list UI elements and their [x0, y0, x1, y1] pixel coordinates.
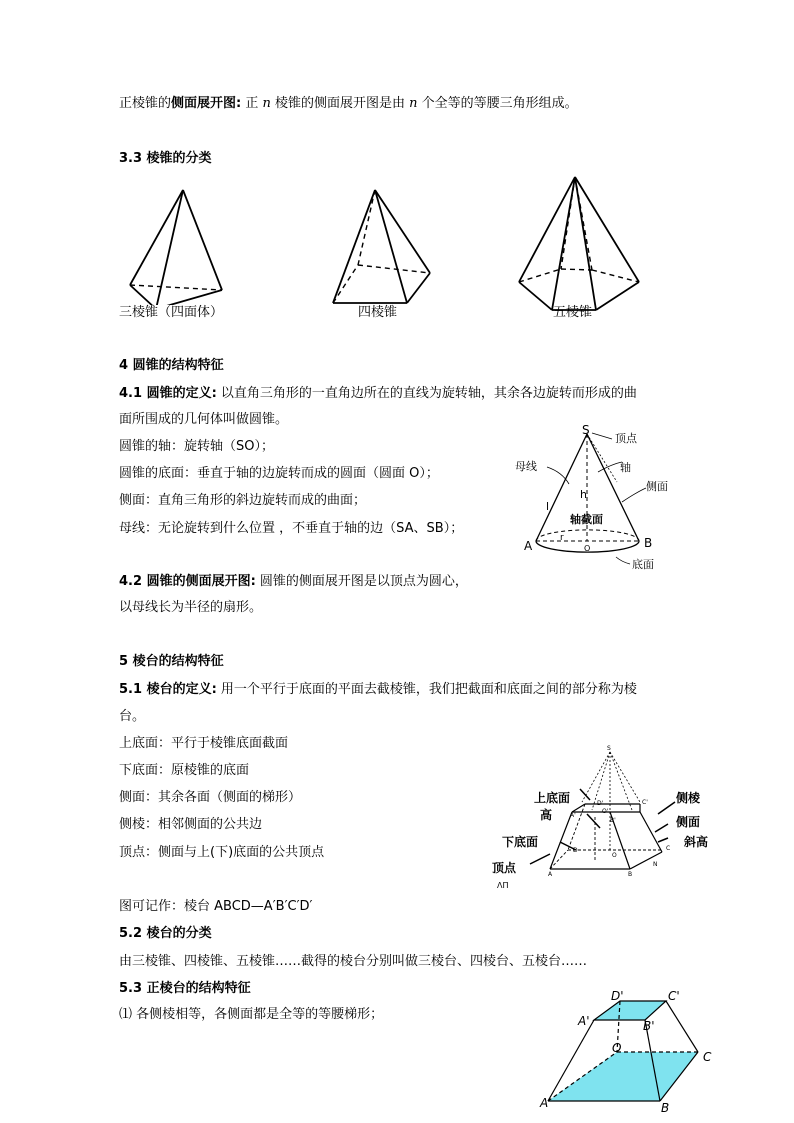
frustum-notation: 图可记作：棱台 ABCD—A′B′C′D′: [119, 899, 313, 914]
frustum-label-c1: C': [642, 799, 648, 806]
frustum-label-c: C: [666, 845, 671, 852]
cone-unfold-text-1: 圆锥的侧面展开图是以顶点为圆心，: [255, 574, 468, 589]
cone-def-term: 圆锥的定义:: [146, 386, 217, 401]
section-5-2-title: 棱台的分类: [146, 926, 212, 941]
cone-label-r: r: [560, 533, 564, 543]
intro-line: [119, 95, 578, 113]
section-5-3-heading: [119, 980, 251, 998]
frustum-definition-line-1: [119, 681, 637, 699]
intro-text-1: 正: [241, 96, 263, 111]
frustum-label-d: D: [573, 847, 578, 854]
frustum-label-o1: O': [602, 808, 609, 815]
frustum-label-b-bottom: B: [661, 1101, 670, 1115]
frustum-label-a-prime: A': [578, 1014, 590, 1028]
regular-frustum-item-1: ⑴ 各侧棱相等，各侧面都是全等的等腰梯形；: [119, 1007, 384, 1022]
cone-unfold-line-1: [119, 573, 468, 591]
cone-label-o: O: [584, 544, 591, 553]
frustum-label-slant-height: 斜高: [684, 835, 709, 849]
cone-definition-line-2: 面所围成的几何体叫做圆锥。: [119, 412, 289, 427]
intro-text-2: 棱锥的侧面展开图是由: [270, 96, 410, 111]
frustum-lateral-edge-item: 侧棱：相邻侧面的公共边: [119, 817, 263, 832]
triangular-pyramid-figure: [126, 185, 226, 315]
frustum-def-num: 5.1: [119, 682, 147, 697]
caption-pentagonal: 五棱锥: [553, 305, 593, 320]
frustum-label-n: N: [653, 861, 658, 868]
pentagonal-pyramid-figure: [516, 174, 644, 319]
intro-term: 侧面展开图:: [171, 96, 242, 111]
cone-label-base: 底面: [632, 558, 654, 571]
cone-definition-line-1: [119, 385, 637, 403]
section-4-heading: 4 圆锥的结构特征: [119, 358, 224, 373]
section-3-3-heading: 3.3 棱锥的分类: [119, 151, 212, 166]
frustum-lower-base-item: 下底面：原棱锥的底面: [119, 763, 250, 778]
frustum-label-d1: D': [597, 800, 604, 807]
frustum-label-b: B: [628, 871, 633, 878]
frustum-lateral-face-item: 侧面：其余各面（侧面的梯形）: [119, 790, 302, 805]
frustum-label-c-prime: C': [668, 989, 680, 1003]
frustum-labeled-figure: [490, 742, 720, 890]
frustum-def-text-1: 用一个平行于底面的平面去截棱锥，我们把截面和底面之间的部分称为棱: [216, 682, 637, 697]
cone-label-generatrix: 母线: [515, 460, 537, 473]
cone-label-h: h: [580, 488, 587, 501]
cone-label-lateral: 侧面: [646, 480, 668, 493]
cone-axis-item: 圆锥的轴：旋转轴（SO）；: [119, 439, 274, 454]
cone-label-a: A: [524, 539, 533, 553]
frustum-label-vertex: 顶点: [492, 861, 517, 875]
section-5-heading: 5 棱台的结构特征: [119, 654, 224, 669]
cone-unfold-term: 圆锥的侧面展开图:: [146, 574, 256, 589]
intro-prefix: 正棱锥的: [119, 96, 172, 111]
frustum-label-a1: A': [570, 812, 576, 819]
frustum-label-height: 高: [540, 808, 553, 822]
frustum-label-lower-base: 下底面: [502, 835, 539, 849]
cone-figure: [512, 422, 697, 572]
frustum-label-upper-base: 上底面: [534, 791, 571, 805]
cone-label-apex: 顶点: [615, 432, 637, 445]
frustum-bottom-face: [548, 1052, 698, 1101]
frustum-label-c-bottom: C: [703, 1050, 712, 1064]
section-5-3-num: 5.3: [119, 981, 147, 996]
cone-def-num: 4.1: [119, 386, 147, 401]
frustum-label-b1: B': [610, 817, 616, 824]
frustum-label-a: A: [548, 871, 553, 878]
quadrangular-pyramid-figure: [330, 185, 435, 315]
cone-base-item: 圆锥的底面：垂直于轴的边旋转而成的圆面（圆面 O）；: [119, 466, 439, 481]
frustum-vertex-item: 顶点：侧面与上(下)底面的公共顶点: [119, 845, 325, 860]
intro-text-3: 个全等的等腰三角形组成。: [417, 96, 578, 111]
caption-triangular: 三棱锥（四面体）: [119, 305, 224, 320]
intro-n-2: n: [409, 96, 418, 111]
frustum-label-cut: ΛΠ: [497, 881, 509, 890]
regular-frustum-figure: [538, 988, 728, 1118]
cone-unfold-num: 4.2: [119, 574, 147, 589]
cone-label-b: B: [644, 536, 653, 550]
frustum-label-d-prime: D': [611, 989, 624, 1003]
frustum-label-o: O: [612, 852, 617, 859]
cone-lateral-item: 侧面：直角三角形的斜边旋转而成的曲面；: [119, 493, 367, 508]
section-5-3-title: 正棱台的结构特征: [146, 981, 251, 996]
caption-quadrangular: 四棱锥: [358, 305, 398, 320]
frustum-upper-base-item: 上底面：平行于棱锥底面截面: [119, 736, 289, 751]
cone-def-text-1: 以直角三角形的一直角边所在的直线为旋转轴，其余各边旋转而形成的曲: [216, 386, 637, 401]
frustum-label-b-prime: B': [643, 1019, 655, 1033]
frustum-label-lateral-edge: 侧棱: [676, 791, 701, 805]
intro-n-1: n: [262, 96, 271, 111]
cone-unfold-line-2: 以母线长为半径的扇形。: [119, 600, 263, 615]
frustum-label-o-center: O: [612, 1041, 622, 1055]
cone-label-axial-section: 轴截面: [570, 513, 603, 526]
cone-label-s: S: [582, 423, 590, 437]
section-5-2-heading: [119, 925, 212, 943]
frustum-label-a-bottom: A: [540, 1096, 549, 1110]
frustum-label-lateral-face: 侧面: [676, 815, 701, 829]
frustum-def-term: 棱台的定义:: [146, 682, 217, 697]
cone-label-l: l: [546, 500, 550, 513]
frustum-classification-text: 由三棱锥、四棱锥、五棱锥……截得的棱台分别叫做三棱台、四棱台、五棱台……: [119, 954, 588, 969]
frustum-label-s: S: [607, 745, 611, 752]
section-5-2-num: 5.2: [119, 926, 147, 941]
cone-label-axis: 轴: [620, 461, 631, 474]
cone-generatrix-item: 母线：无论旋转到什么位置 ，不垂直于轴的边（SA、SB）；: [119, 521, 464, 536]
frustum-definition-line-2: 台。: [119, 709, 146, 724]
